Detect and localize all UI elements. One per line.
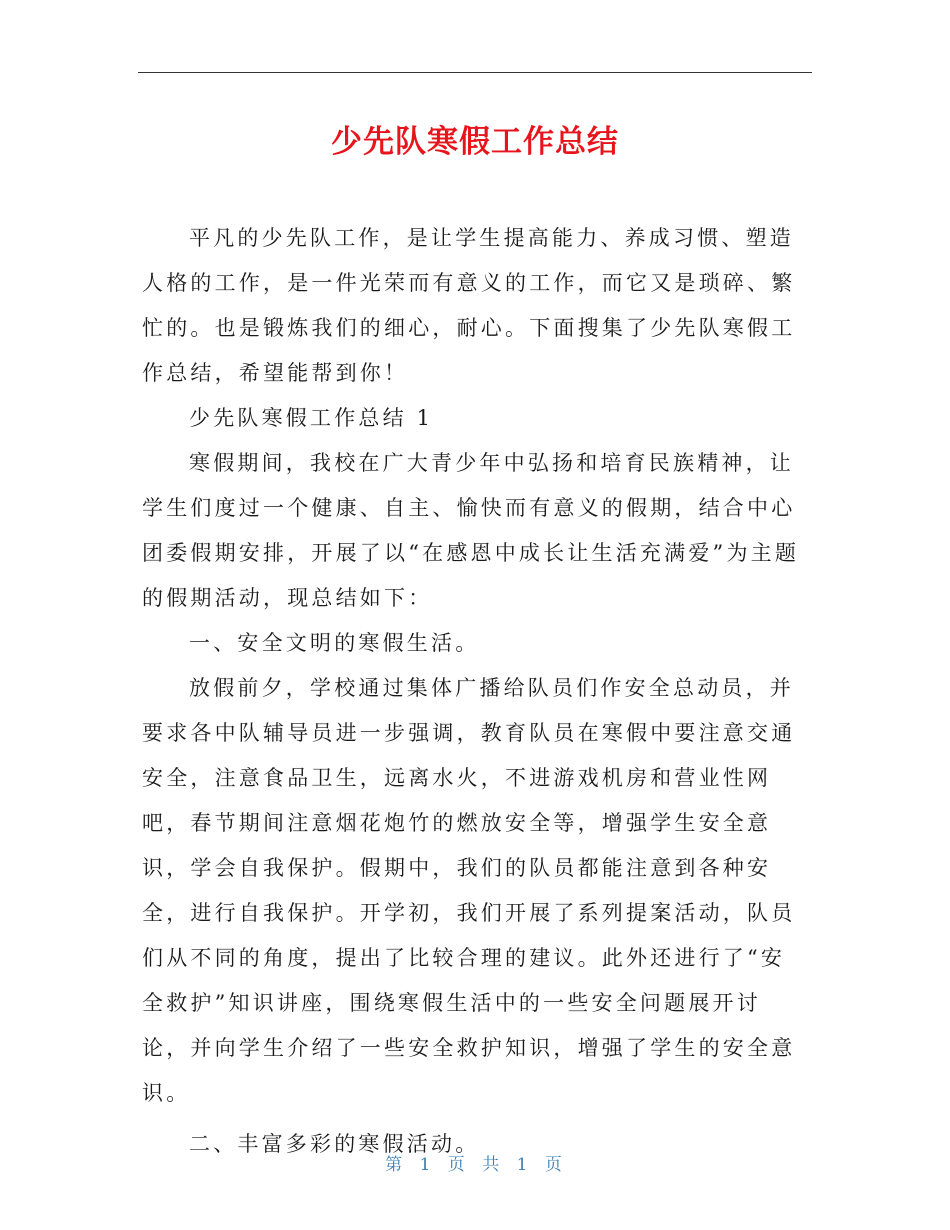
page-footer: 第 1 页 共 1 页 <box>385 1155 565 1175</box>
header-rule <box>138 72 812 73</box>
section-heading-safety: 一、安全文明的寒假生活。 <box>189 631 480 655</box>
document-title: 少先队寒假工作总结 <box>331 124 619 160</box>
section-heading-summary-1: 少先队寒假工作总结 1 <box>189 406 434 430</box>
safety-paragraph: 放假前夕，学校通过集体广播给队员们作安全总动员，并要求各中队辅导员进一步强调，教育队员在寒假中要注意交通安全，注意食品卫生，远离水火，不进游戏机房和营业性网吧，春节期间注意烟花炮竹的燃放安全等，增强学生安全意识，学会自我保护。假期中，我们的队员都能注意到各种安全，进行自我保护。开学初，我们开展了系列提案活动，队员们从不同的角度，提出了比较合理的建议。此外还进行了“安全救护”知识讲座，围绕寒假生活中的一些安全问题展开讨论，并向学生介绍了一些安全救护知识，增强了学生的安全意识。 <box>142 676 796 1105</box>
intro-paragraph: 平凡的少先队工作，是让学生提高能力、养成习惯、塑造人格的工作，是一件光荣而有意义的工作，而它又是琐碎、繁忙的。也是锻炼我们的细心，耐心。下面搜集了少先队寒假工作总结，希望能帮到你！ <box>142 226 796 385</box>
section-heading-activities: 二、丰富多彩的寒假活动。 <box>189 1132 480 1156</box>
overview-paragraph: 寒假期间，我校在广大青少年中弘扬和培育民族精神，让学生们度过一个健康、自主、愉快而有意义的假期，结合中心团委假期安排，开展了以“在感恩中成长让生活充满爱”为主题的假期活动，现总结如下： <box>142 451 800 610</box>
document-body <box>142 216 802 1167</box>
